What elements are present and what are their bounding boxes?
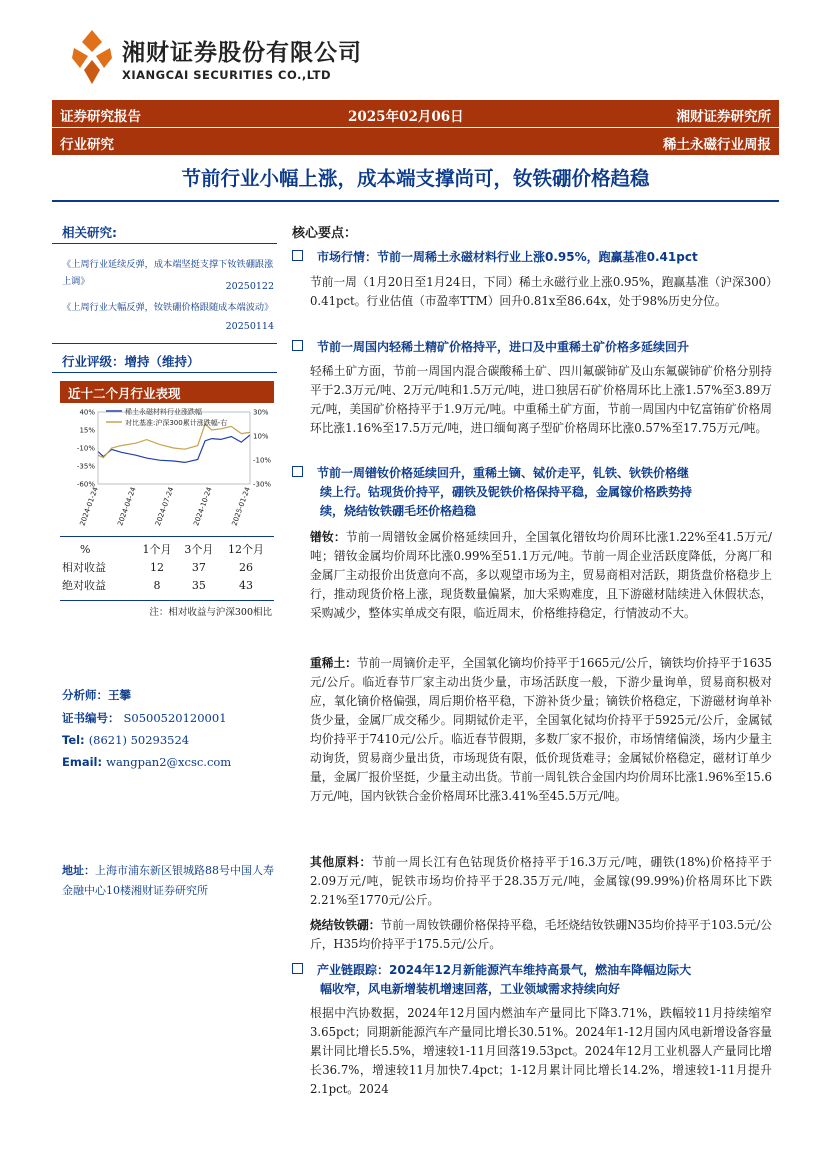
paragraph-ore: 轻稀土矿方面，节前一周国内混合碳酸稀土矿、四川氟碳铈矿及山东氟碳铈矿价格分别持平于2.3万元/吨、2万元/吨和1.5万元/吨，进口独居石矿价格周环比上涨1.57%至3.89万元/吨，美国矿价格持平于1.9万元/吨。中重稀土矿方面，节前一周国内中钇富铕矿价格周环比涨1.16%至17.5万元/吨，进口缅甸离子型矿价格周环比涨0.57%至17.75万元/吨。: [310, 364, 772, 435]
related-item-date: 20250114: [225, 321, 274, 332]
key-point-text: 节前一周国内轻稀土精矿价格持平，进口及中重稀土矿价格多延续回升: [317, 340, 690, 354]
paragraph-label: 其他原料：: [310, 855, 372, 869]
key-point-text: 续上行。钴现货价持平，硼铁及铌铁价格保持平稳，金属镓价格跌势持: [320, 485, 693, 499]
performance-title-bar: [60, 381, 274, 403]
analyst-name: 王攀: [108, 688, 131, 702]
table-cell: 43: [238, 578, 253, 592]
table-header-row: [62, 540, 272, 558]
chart-x-tick-label: 2024-10-24: [192, 485, 214, 527]
report-series: 稀土永磁行业周报: [663, 137, 771, 153]
paragraph-text: 节前一周钕铁硼价格保持平稳，毛坯烧结钕铁硼N35均价持平于103.5元/公斤，H35均价持平于175.5元/公斤。: [310, 918, 772, 951]
related-item[interactable]: 《上周行业大幅反弹，钕铁硼价格跟随成本端波动》: [62, 302, 274, 313]
header-bar-top: [52, 100, 779, 127]
paragraph-prnd: [310, 528, 772, 623]
company-name-en: XIANGCAI SECURITIES CO.,LTD: [122, 68, 332, 82]
table-bottom-rule: [60, 600, 274, 601]
core-points-heading: 核心要点：: [292, 226, 358, 241]
address-label: 地址：: [62, 864, 95, 877]
chart-x-tick-label: 2024-01-24: [78, 485, 100, 527]
related-item-date: 20250122: [225, 281, 274, 292]
chart-right-tick-label: 30%: [253, 408, 269, 417]
industry-rating: 行业评级：增持（维持）: [62, 354, 200, 369]
chart-right-tick-label: -30%: [253, 480, 272, 489]
table-cell: 绝对收益: [62, 579, 106, 592]
rating-divider-bottom: [52, 372, 277, 373]
related-divider: [52, 243, 277, 244]
paragraph-text: 节前一周镝价走平，全国氧化镝均价持平于1665元/公斤，镝铁均价持平于1635元/公斤。临近春节厂家主动出货少量，市场活跃度一般，下游少量询单，贸易商积极对应，氧化镝价格偏强，周后期价格平稳，下游补货少量；镝铁价格稳定，下游磁材询单补货少量，金属厂成交稀少。同期铽价走平，全国氧化铽均价持平于5925元/公斤，金属铽均价持平于7410元/公斤。临近春节假期，多数厂家不报价，市场情绪偏淡，场内少量主动询货，贸易商少量出货，市场现货有限，低价现货难寻；金属铽价格稳定，磁材订单少量，金属厂报价坚挺，少量主动出货。节前一周钆铁合金国内均价周环比涨1.96%至15.6万元/吨，国内钬铁合金价格周环比涨3.41%至45.5万元/吨。: [310, 656, 772, 803]
cert-number: S0500520120001: [123, 711, 227, 725]
related-item[interactable]: 《上周行业延续反弹，成本端坚挺支撑下钕铁硼跟涨上调》: [62, 259, 274, 287]
checkbox-square-icon: [292, 466, 303, 477]
table-cell: 相对收益: [62, 561, 106, 574]
paragraph-label: 烧结钕铁硼：: [310, 918, 381, 932]
address-block: [62, 861, 274, 901]
key-point-chain: [292, 961, 778, 999]
table-row: [62, 576, 272, 594]
analyst-line: [62, 687, 131, 703]
table-note: 注：相对收益与沪深300相比: [149, 607, 272, 618]
page-title: 节前行业小幅上涨，成本端支撑尚可，钕铁硼价格趋稳: [181, 167, 650, 190]
table-header-cell: 12个月: [227, 543, 264, 556]
paragraph-label: 重稀土：: [310, 656, 357, 670]
key-point-text: 幅收窄，风电新增装机增速回落，工业领域需求持续向好: [320, 982, 621, 996]
table-row: [62, 558, 272, 576]
tel-line: [62, 733, 189, 747]
address-text: 上海市浦东新区银城路88号中国人寿金融中心10楼湘财证券研究所: [62, 864, 274, 897]
chart-left-tick-label: 40%: [79, 408, 95, 417]
tel-number: (8621) 50293524: [88, 733, 190, 747]
key-point-text: 市场行情：节前一周稀土永磁材料行业上涨0.95%，跑赢基准0.41pct: [317, 250, 698, 264]
chart-left-tick-label: -35%: [76, 462, 95, 471]
title-divider: [52, 200, 779, 202]
institute-name: 湘财证券研究所: [676, 109, 771, 125]
performance-title: 近十二个月行业表现: [68, 386, 181, 401]
research-category: 行业研究: [60, 137, 114, 153]
legend-label-industry: 稀土永磁材料行业涨跌幅: [125, 408, 202, 416]
table-header-cell: 3个月: [184, 543, 214, 556]
chart-left-tick-label: -10%: [76, 444, 95, 453]
paragraph-text: 节前一周长江有色钴现货价格持平于16.3万元/吨，硼铁(18%)价格持平于2.09万元/吨，铌铁市场均价持平于28.35万元/吨，金属镓(99.99%)价格周环比下跌2.21%至1770元/公斤。: [310, 855, 772, 907]
analyst-label: 分析师：: [62, 688, 108, 702]
performance-chart: [60, 404, 276, 534]
key-point-text: 续，烧结钕铁硼毛坯价格趋稳: [320, 504, 477, 518]
email-line: [62, 755, 231, 769]
paragraph-other-materials: [310, 853, 772, 910]
table-cell: 26: [238, 560, 253, 574]
table-cell: 12: [149, 560, 164, 574]
chart-left-tick-label: -60%: [76, 480, 95, 489]
performance-table: [62, 540, 272, 594]
paragraph-chain: 根据中汽协数据，2024年12月国内燃油车产量同比下降3.71%，跌幅较11月持续缩窄3.65pct；同期新能源汽车产量同比增长30.51%。2024年1-12月国内风电新增设备容量累计同比增长5.5%，增速较1-11月回落19.53pct。2024年12月工业机器人产量同比增长36.7%，增速较11月加快7.4pct；1-12月累计同比增长14.2%，增速较1-11月提升2.1pct。2024: [310, 1006, 772, 1096]
related-research-heading: 相关研究:: [62, 225, 117, 240]
legend-label-benchmark: 对比基准:沪深300累计涨跌幅-右: [125, 419, 228, 427]
table-cell: 37: [191, 560, 206, 574]
key-point-metals: [292, 464, 778, 521]
report-date: 2025年02月06日: [348, 109, 464, 125]
paragraph-label: 镨钕：: [310, 530, 346, 544]
email-link[interactable]: wangpan2@xcsc.com: [106, 755, 232, 769]
paragraph-text: 节前一周镨钕金属价格延续回升，全国氧化镨钕均价周环比涨1.22%至41.5万元/吨；镨钕金属均价周环比涨0.99%至51.1万元/吨。节前一周企业活跃度降低，分离厂和金属厂主动报价出货意向不高，多以观望市场为主，贸易商相对活跃，期货盘价格稳步上行，推动现货价格上涨，现货数量偏紧，加大采购难度，且下游磁材陆续进入休假状态，采购减少，整体实单成交有限，临近周末，价格维持稳定，行情波动不大。: [310, 530, 772, 620]
key-point-market: [292, 248, 778, 267]
key-point-text: 节前一周镨钕价格延续回升，重稀土镝、铽价走平，钆铁、钬铁价格继: [317, 466, 690, 480]
email-label: Email:: [62, 755, 103, 769]
report-type: 证券研究报告: [60, 109, 141, 125]
key-point-text: 产业链跟踪：2024年12月新能源汽车维持高景气，燃油车降幅边际大: [317, 963, 692, 977]
chart-left-tick-label: 15%: [79, 426, 95, 435]
tel-label: Tel:: [62, 733, 85, 747]
key-point-ore: [292, 338, 778, 357]
checkbox-square-icon: [292, 250, 303, 261]
chart-x-tick-label: 2024-07-24: [154, 485, 176, 527]
company-logo-icon: [72, 30, 112, 84]
table-cell: 8: [153, 578, 161, 592]
cert-line: [62, 710, 227, 726]
paragraph-heavy-re: [310, 654, 772, 806]
table-header-cell: %: [80, 542, 91, 556]
cert-label: 证书编号：: [62, 711, 120, 725]
chart-right-tick-label: 10%: [253, 432, 269, 441]
table-top-rule: [60, 536, 274, 537]
company-name-cn: 湘财证券股份有限公司: [122, 40, 362, 66]
chart-right-tick-label: -10%: [253, 456, 272, 465]
rating-divider-top: [52, 343, 277, 344]
checkbox-square-icon: [292, 340, 303, 351]
checkbox-square-icon: [292, 963, 303, 974]
header-bar-bottom: [52, 128, 779, 155]
paragraph-market: 节前一周（1月20日至1月24日，下同）稀土永磁行业上涨0.95%，跑赢基准（沪深300）0.41pct。行业估值（市盈率TTM）回升0.81x至86.64x，处于98%历史分位。: [310, 275, 772, 308]
table-cell: 35: [191, 578, 206, 592]
table-header-cell: 1个月: [142, 543, 172, 556]
chart-x-tick-label: 2025-01-24: [230, 485, 252, 527]
chart-x-tick-label: 2024-04-24: [116, 485, 138, 527]
paragraph-sintered-ndfeb: [310, 916, 772, 954]
